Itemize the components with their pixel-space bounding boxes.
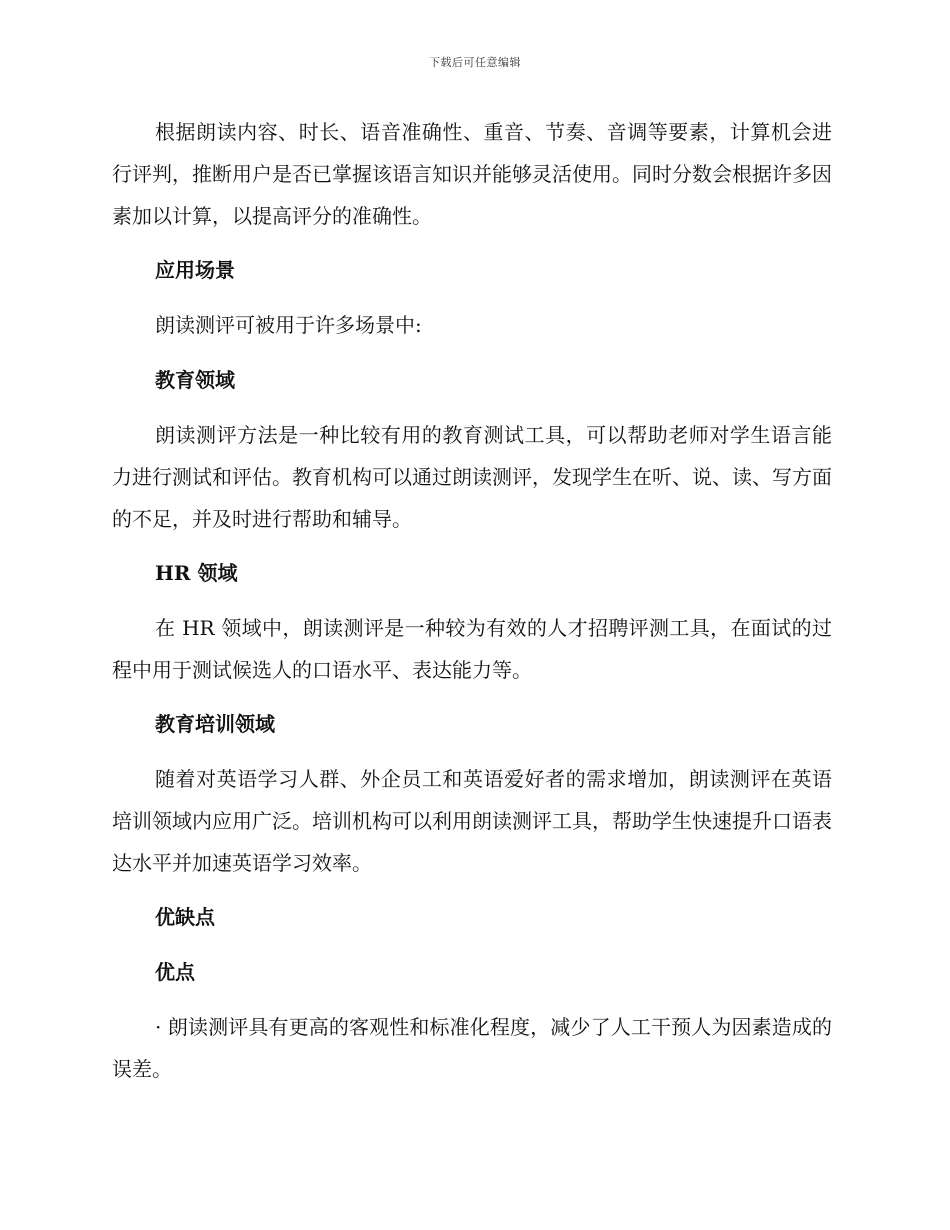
- paragraph-scenarios-intro: 朗读测评可被用于许多场景中:: [155, 313, 422, 337]
- heading-hr: HR 领域: [155, 561, 238, 585]
- heading-training: 教育培训领域: [155, 712, 275, 736]
- page-header: 下载后可任意编辑: [429, 56, 521, 69]
- heading-application-scenarios: 应用场景: [155, 258, 235, 282]
- document-body: [112, 111, 832, 1090]
- paragraph-pro-objectivity: · 朗读测评具有更高的客观性和标准化程度，减少了人工干预人为因素造成的误差。: [112, 1015, 832, 1081]
- paragraph-education: 朗读测评方法是一种比较有用的教育测试工具，可以帮助老师对学生语言能力进行测试和评估。教育机构可以通过朗读测评，发现学生在听、说、读、写方面的不足，并及时进行帮助和辅导。: [112, 423, 832, 531]
- paragraph-training: 随着对英语学习人群、外企员工和英语爱好者的需求增加，朗读测评在英语培训领域内应用广泛。培训机构可以利用朗读测评工具，帮助学生快速提升口语表达水平并加速英语学习效率。: [112, 767, 832, 875]
- paragraph-scoring: 根据朗读内容、时长、语音准确性、重音、节奏、音调等要素，计算机会进行评判，推断用户是否已掌握该语言知识并能够灵活使用。同时分数会根据许多因素加以计算，以提高评分的准确性。: [112, 120, 832, 228]
- paragraph-hr: 在 HR 领域中，朗读测评是一种较为有效的人才招聘评测工具，在面试的过程中用于测试候选人的口语水平、表达能力等。: [112, 616, 832, 682]
- heading-pros: 优点: [155, 960, 195, 984]
- heading-education: 教育领域: [155, 368, 235, 392]
- heading-pros-cons: 优缺点: [155, 905, 215, 929]
